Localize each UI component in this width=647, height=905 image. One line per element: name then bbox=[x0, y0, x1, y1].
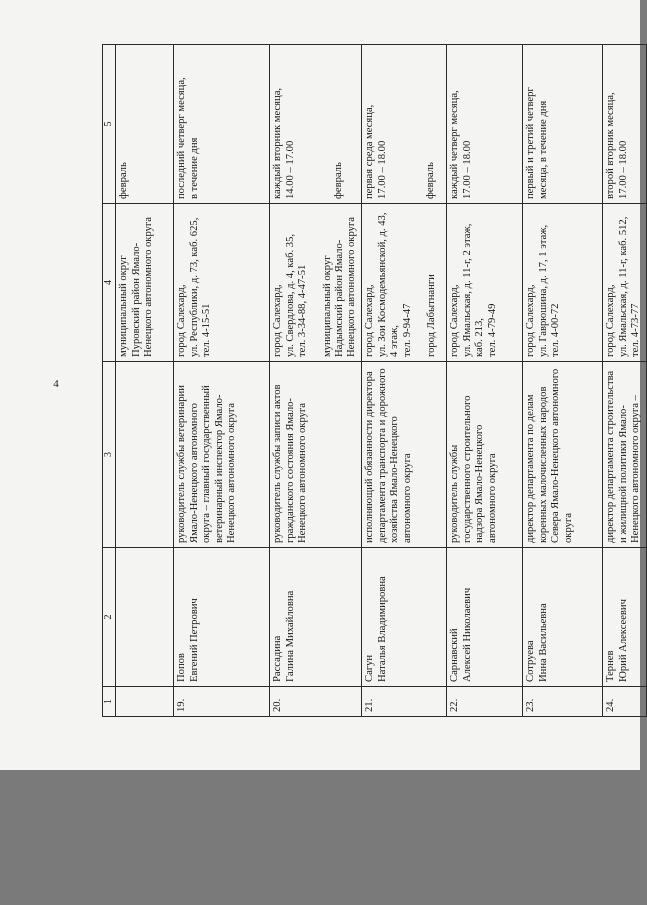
rotated-table-container bbox=[102, 45, 642, 717]
person-name: Тернев Юрий Алексеевич bbox=[603, 548, 647, 687]
reception-address: город Салехард, ул. Ямальская, д. 11-г, каб. 512, тел. 4-73-77 bbox=[603, 204, 647, 362]
header-col-5: 5 bbox=[103, 45, 116, 204]
reception-schedule: последний четверг месяца, в течение дня bbox=[174, 45, 270, 204]
row-number: 20. bbox=[270, 687, 362, 717]
reception-schedule: каждый четверг месяца, 17.00 – 18.00 bbox=[447, 45, 523, 204]
reception-schedule: февраль bbox=[116, 45, 174, 204]
person-name: Попов Евгений Петрович bbox=[174, 548, 270, 687]
reception-schedule: первый и третий четверг месяца, в течение дня bbox=[523, 45, 603, 204]
person-position: директор департамента по делам коренных малочисленных народов Севера Ямало-Ненецкого автономного округа bbox=[523, 362, 603, 548]
reception-address: город Салехард, ул. Гаврюшина, д. 17, 1 этаж, тел. 4-00-72 bbox=[523, 204, 603, 362]
table-row-22 bbox=[447, 45, 523, 717]
table-row-21 bbox=[362, 45, 447, 717]
person-name: Сарнавский Алексей Николаевич bbox=[447, 548, 523, 687]
table-row-20 bbox=[270, 45, 362, 717]
reception-address: город Салехард, ул. Зои Космодемьянской, д. 43, 4 этаж, тел. 9-94-47 город Лабытнанги bbox=[362, 204, 447, 362]
person-position: руководитель службы государственного строительного надзора Ямало-Ненецкого автономного округа bbox=[447, 362, 523, 548]
reception-address: город Салехард, ул. Ямальская, д. 11-г, 2 этаж, каб. 213, тел. 4-79-49 bbox=[447, 204, 523, 362]
person-name: Сотруева Инна Васильевна bbox=[523, 548, 603, 687]
row-number: 24. bbox=[603, 687, 647, 717]
header-col-3: 3 bbox=[103, 362, 116, 548]
row-number: 21. bbox=[362, 687, 447, 717]
reception-schedule: каждый вторник месяца, 14.00 – 17.00 февраль bbox=[270, 45, 362, 204]
person-position bbox=[116, 362, 174, 548]
person-name: Рассадина Галина Михайловна bbox=[270, 548, 362, 687]
header-col-4: 4 bbox=[103, 204, 116, 362]
reception-address: город Салехард, ул. Республики, д. 73, каб. 625, тел. 4-15-51 bbox=[174, 204, 270, 362]
page-number: 4 bbox=[53, 378, 59, 390]
table-row-continuation bbox=[116, 45, 174, 717]
person-name: Сагун Наталья Владимировна bbox=[362, 548, 447, 687]
row-number bbox=[116, 687, 174, 717]
schedule-table bbox=[102, 44, 647, 717]
person-name bbox=[116, 548, 174, 687]
table-row-24 bbox=[603, 45, 647, 717]
reception-address: муниципальный округ Пуровский район Ямало- Ненецкого автономного округа bbox=[116, 204, 174, 362]
header-col-2: 2 bbox=[103, 548, 116, 687]
reception-address: город Салехард, ул. Свердлова, д. 4, каб. 35, тел. 3-34-88, 4-47-51 муниципальный округ Надымский район Ямало- Ненецкого автономного округа bbox=[270, 204, 362, 362]
table-row-23 bbox=[523, 45, 603, 717]
row-number: 19. bbox=[174, 687, 270, 717]
row-number: 23. bbox=[523, 687, 603, 717]
header-col-1: 1 bbox=[103, 687, 116, 717]
person-position: руководитель службы ветеринарии Ямало-Ненецкого автономного округа – главный государственный ветеринарный инспектор Ямало- Ненецкого автономного округа bbox=[174, 362, 270, 548]
person-position: руководитель службы записи актов гражданского состояния Ямало- Ненецкого автономного округа bbox=[270, 362, 362, 548]
reception-schedule: первая среда месяца, 17.00 – 18.00 февраль bbox=[362, 45, 447, 204]
table-row-19 bbox=[174, 45, 270, 717]
reception-schedule: второй вторник месяца, 17.00 – 18.00 bbox=[603, 45, 647, 204]
person-position: директор департамента строительства и жилищной политики Ямало- Ненецкого автономного округа – bbox=[603, 362, 647, 548]
row-number: 22. bbox=[447, 687, 523, 717]
header-row bbox=[103, 45, 116, 717]
scan-background bbox=[0, 770, 640, 905]
person-position: исполняющий обязанности директора департамента транспорта и дорожного хозяйства Ямало-Ненецкого автономного округа bbox=[362, 362, 447, 548]
